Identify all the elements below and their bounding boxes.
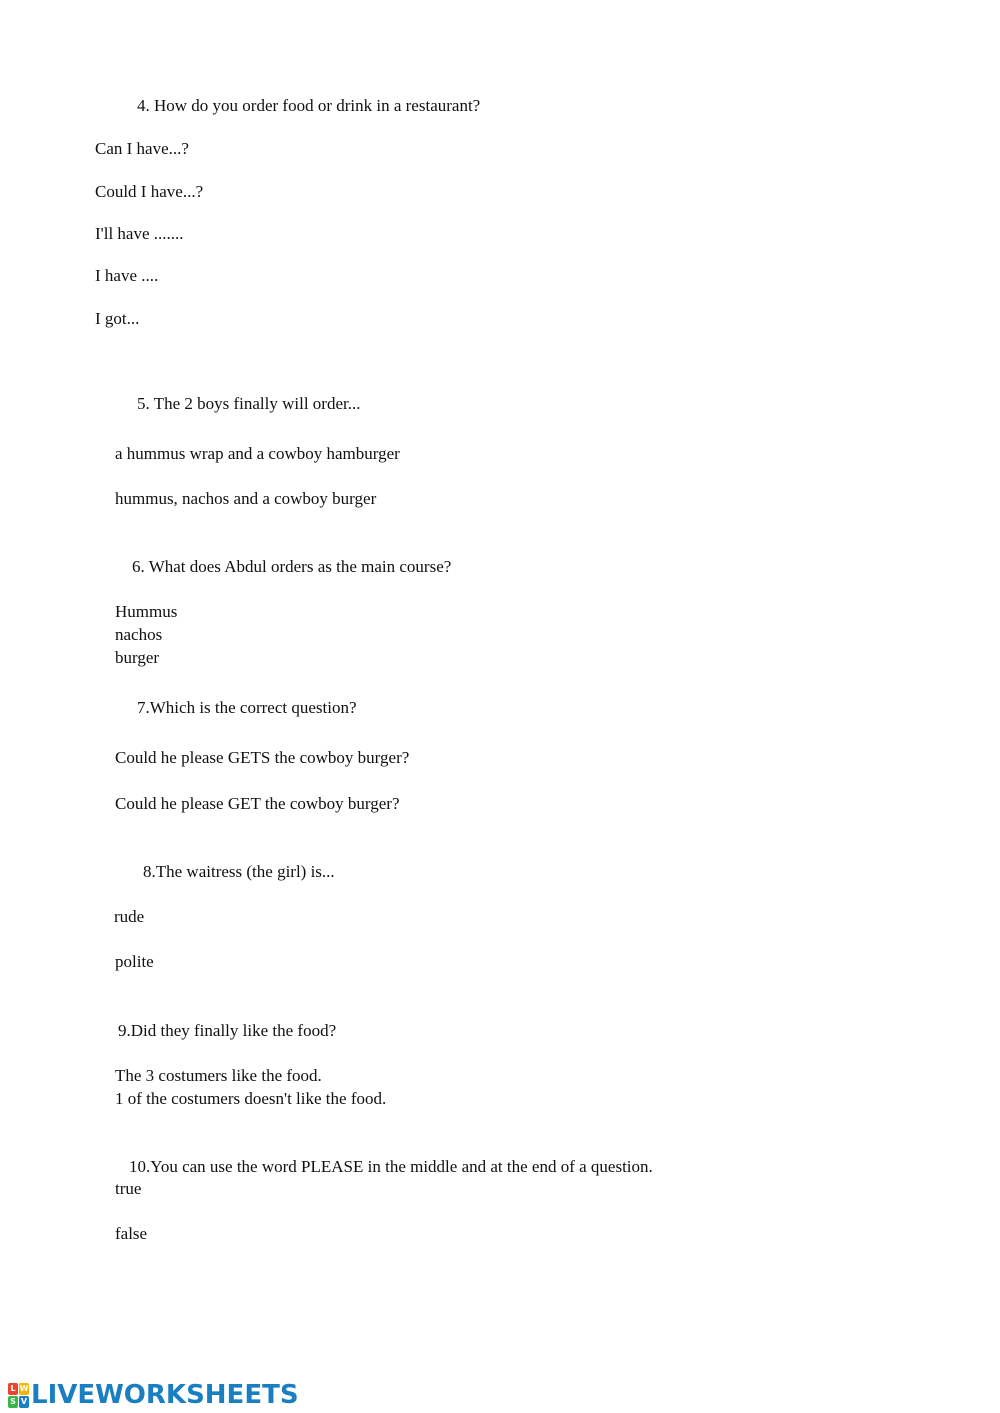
logo-block-4: V bbox=[20, 1396, 28, 1406]
logo-block-3: S bbox=[8, 1396, 18, 1408]
question-5-option-1[interactable]: a hummus wrap and a cowboy hamburger bbox=[115, 444, 400, 463]
question-8-option-1[interactable]: rude bbox=[114, 907, 145, 926]
question-4-option-2[interactable]: Could I have...? bbox=[95, 182, 204, 201]
question-6-prompt: 6. What does Abdul orders as the main course? bbox=[132, 557, 452, 576]
liveworksheets-logo bbox=[8, 1381, 299, 1409]
question-9-option-2[interactable]: 1 of the costumers doesn't like the food. bbox=[115, 1089, 387, 1108]
question-4-option-5[interactable]: I got... bbox=[95, 309, 140, 328]
question-9-prompt: 9.Did they finally like the food? bbox=[118, 1021, 337, 1040]
question-4-option-1[interactable]: Can I have...? bbox=[95, 139, 189, 158]
logo-blocks-icon bbox=[8, 1383, 29, 1408]
question-4-option-4[interactable]: I have .... bbox=[95, 266, 159, 285]
question-6-option-2[interactable]: nachos bbox=[115, 625, 163, 644]
question-8-option-2[interactable]: polite bbox=[115, 952, 154, 971]
question-9-option-1[interactable]: The 3 costumers like the food. bbox=[115, 1066, 322, 1085]
question-7-option-2[interactable]: Could he please GET the cowboy burger? bbox=[115, 794, 400, 813]
question-10-prompt: 10.You can use the word PLEASE in the middle and at the end of a question. bbox=[129, 1157, 653, 1176]
question-7-prompt: 7.Which is the correct question? bbox=[137, 698, 357, 717]
question-6-option-1[interactable]: Hummus bbox=[115, 602, 178, 621]
question-4-option-3[interactable]: I'll have ....... bbox=[95, 224, 184, 243]
question-10-option-1[interactable]: true bbox=[115, 1179, 142, 1198]
question-8-prompt: 8.The waitress (the girl) is... bbox=[143, 862, 335, 881]
question-5-prompt: 5. The 2 boys finally will order... bbox=[137, 394, 361, 413]
question-4-prompt: 4. How do you order food or drink in a restaurant? bbox=[137, 96, 481, 115]
question-5-option-2[interactable]: hummus, nachos and a cowboy burger bbox=[115, 489, 377, 508]
question-6-option-3[interactable]: burger bbox=[115, 648, 160, 667]
logo-block-2: W bbox=[19, 1383, 29, 1393]
question-7-option-1[interactable]: Could he please GETS the cowboy burger? bbox=[115, 748, 410, 767]
question-10-option-2[interactable]: false bbox=[115, 1224, 148, 1243]
logo-block-1: L bbox=[8, 1383, 18, 1395]
logo-text: LIVEWORKSHEETS bbox=[31, 1380, 299, 1410]
